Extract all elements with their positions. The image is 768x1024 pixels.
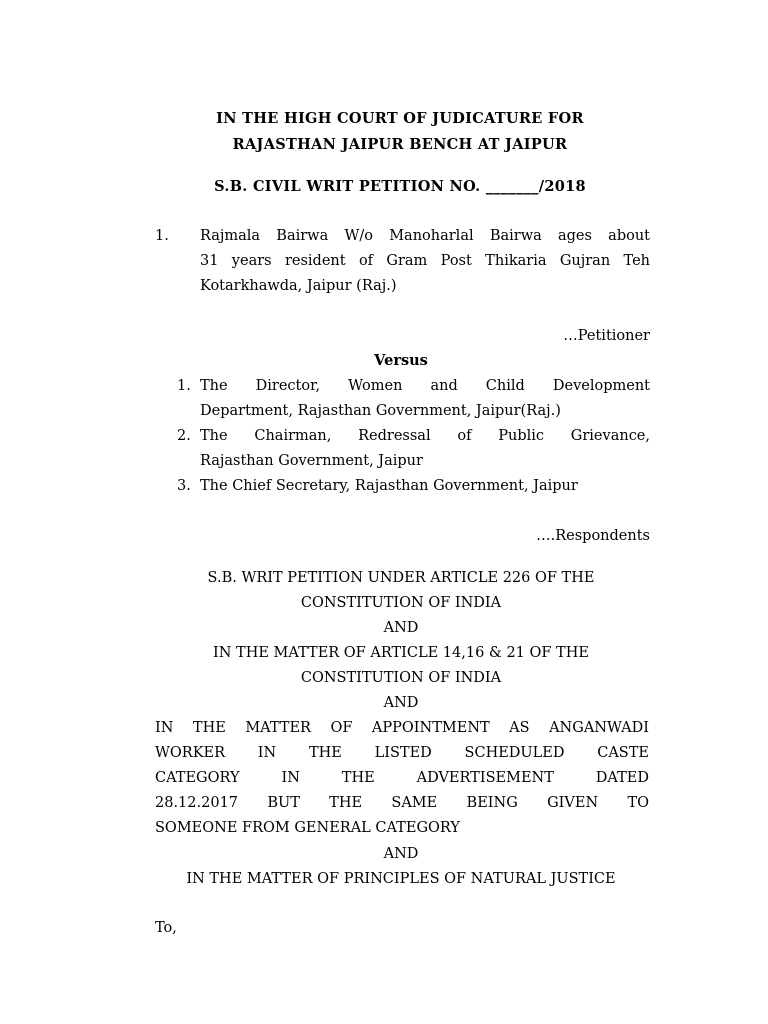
- appointment-line5: SOMEONE FROM GENERAL CATEGORY: [155, 820, 460, 836]
- appointment-line1: IN THE MATTER OF APPOINTMENT AS ANGANWADI: [155, 720, 649, 736]
- appointment-line3: CATEGORY IN THE ADVERTISEMENT DATED: [155, 770, 649, 786]
- respondent-1-number: 1.: [177, 378, 191, 394]
- respondent-2-line1: The Chairman, Redressal of Public Grievance,: [200, 428, 650, 444]
- article-14-line1: IN THE MATTER OF ARTICLE 14,16 & 21 OF THE: [213, 645, 589, 661]
- article-226-line2: CONSTITUTION OF INDIA: [300, 595, 502, 611]
- court-heading-line2: RAJASTHAN JAIPUR BENCH AT JAIPUR: [232, 136, 568, 153]
- petitioner-line3: Kotarkhawda, Jaipur (Raj.): [200, 278, 397, 294]
- respondent-2-number: 2.: [177, 428, 191, 444]
- petitioner-label: …Petitioner: [563, 328, 650, 344]
- respondent-1-line1: The Director, Women and Child Development: [200, 378, 650, 394]
- petitioner-line1: Rajmala Bairwa W/o Manoharlal Bairwa ages about: [200, 228, 650, 244]
- respondent-3-line1: The Chief Secretary, Rajasthan Government, Jaipur: [200, 478, 578, 494]
- respondents-label: ….Respondents: [536, 528, 650, 544]
- appointment-line2: WORKER IN THE LISTED SCHEDULED CASTE: [155, 745, 649, 761]
- appointment-line4: 28.12.2017 BUT THE SAME BEING GIVEN TO: [155, 795, 649, 811]
- petitioner-number: 1.: [155, 228, 169, 244]
- respondent-1-line2: Department, Rajasthan Government, Jaipur(Raj.): [200, 403, 561, 419]
- salutation: To,: [155, 920, 177, 936]
- petition-number: S.B. CIVIL WRIT PETITION NO. _______/2018: [214, 178, 586, 195]
- respondent-2-line2: Rajasthan Government, Jaipur: [200, 453, 423, 469]
- versus-label: Versus: [374, 352, 428, 369]
- respondent-3-number: 3.: [177, 478, 191, 494]
- article-226-line1: S.B. WRIT PETITION UNDER ARTICLE 226 OF THE: [207, 570, 595, 586]
- petitioner-line2: 31 years resident of Gram Post Thikaria Gujran Teh: [200, 253, 650, 269]
- court-heading-line1: IN THE HIGH COURT OF JUDICATURE FOR: [216, 110, 584, 127]
- and-1: AND: [383, 620, 419, 636]
- article-14-line2: CONSTITUTION OF INDIA: [300, 670, 502, 686]
- and-3: AND: [383, 846, 419, 862]
- natural-justice: IN THE MATTER OF PRINCIPLES OF NATURAL JUSTICE: [186, 871, 616, 887]
- and-2: AND: [383, 695, 419, 711]
